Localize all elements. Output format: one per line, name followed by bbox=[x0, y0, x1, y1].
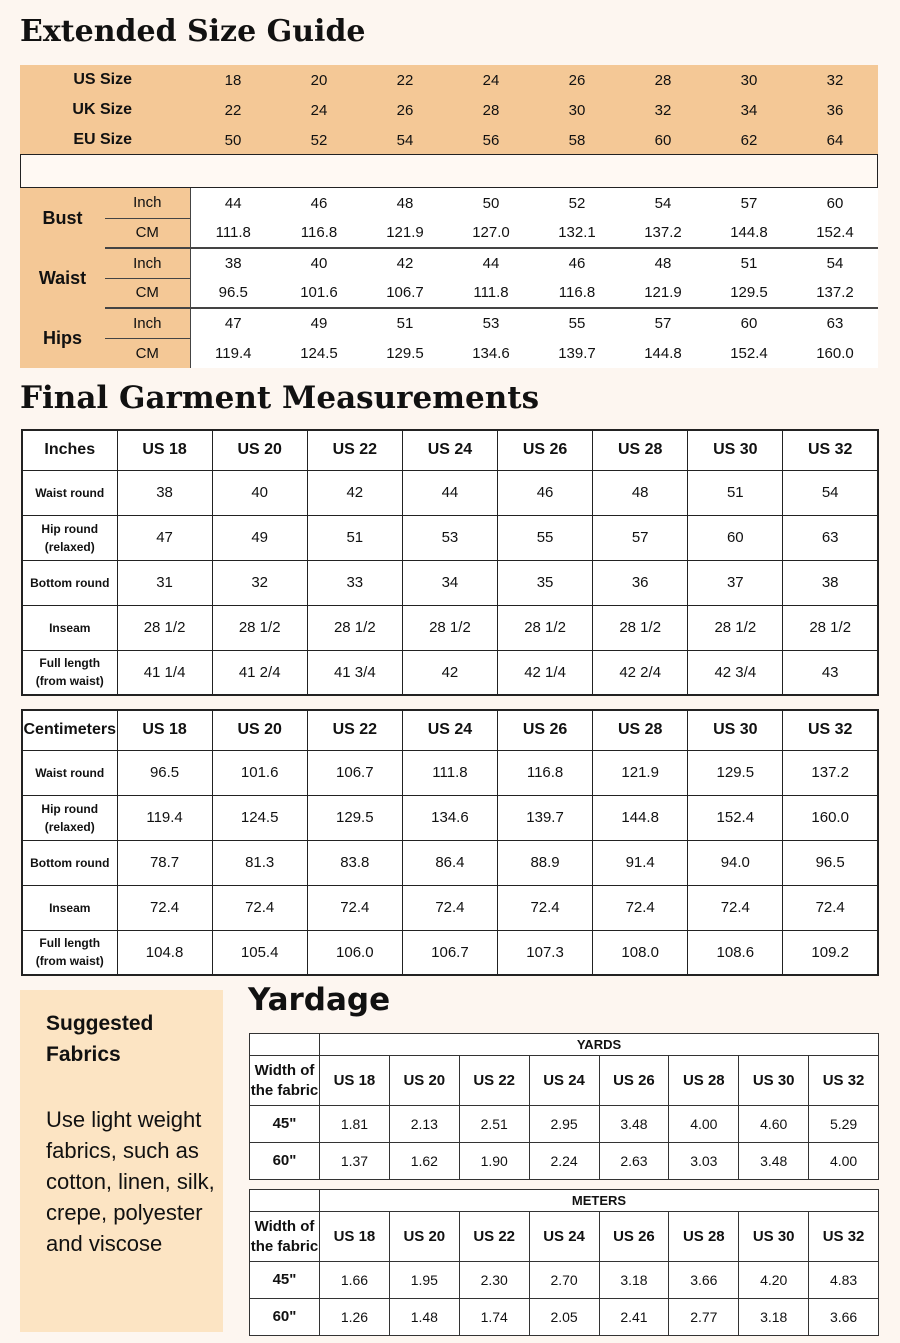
measurement-value: 127.0 bbox=[448, 218, 534, 248]
table-row bbox=[22, 840, 878, 885]
measurement-value: 121.9 bbox=[362, 218, 448, 248]
table-cell: 41 3/4 bbox=[307, 650, 402, 695]
table-cell: 72.4 bbox=[593, 885, 688, 930]
table-cell: 129.5 bbox=[688, 750, 783, 795]
measurement-value: 40 bbox=[276, 248, 362, 278]
table-cell: 42 bbox=[402, 650, 497, 695]
table-cell: 107.3 bbox=[498, 930, 593, 975]
measurement-value: 101.6 bbox=[276, 278, 362, 308]
measurement-value: 51 bbox=[706, 248, 792, 278]
table-cell: 101.6 bbox=[212, 750, 307, 795]
row-label: Bottom round bbox=[22, 840, 117, 885]
final-garment-measurements-title: Final Garment Measurements bbox=[20, 380, 540, 416]
table-cell: 5.29 bbox=[809, 1106, 879, 1143]
column-header: US 22 bbox=[307, 710, 402, 750]
measurement-value: 49 bbox=[276, 308, 362, 338]
table-cell: 1.48 bbox=[389, 1299, 459, 1336]
table-cell: 1.81 bbox=[320, 1106, 390, 1143]
measurement-value: 52 bbox=[534, 188, 620, 218]
garment-centimeters-table bbox=[21, 709, 879, 976]
table-cell: 28 1/2 bbox=[402, 605, 497, 650]
unit-label: Inch bbox=[105, 308, 190, 338]
table-cell: 104.8 bbox=[117, 930, 212, 975]
table-corner-label: Centimeters bbox=[22, 710, 117, 750]
measurement-value: 116.8 bbox=[276, 218, 362, 248]
measurement-value: 139.7 bbox=[534, 338, 620, 368]
measurement-value: 55 bbox=[534, 308, 620, 338]
table-cell: 124.5 bbox=[212, 795, 307, 840]
table-header-row bbox=[250, 1056, 879, 1106]
size-value: 24 bbox=[482, 71, 500, 89]
suggested-fabrics-title: Suggested Fabrics bbox=[46, 1012, 154, 1066]
table-cell: 42 2/4 bbox=[593, 650, 688, 695]
column-header: US 28 bbox=[669, 1212, 739, 1262]
size-value: 36 bbox=[826, 101, 844, 119]
measurement-value: 44 bbox=[448, 248, 534, 278]
size-system-label: UK Size bbox=[72, 101, 132, 118]
measurement-value: 42 bbox=[362, 248, 448, 278]
table-cell: 106.0 bbox=[307, 930, 402, 975]
measurement-value: 116.8 bbox=[534, 278, 620, 308]
table-cell: 137.2 bbox=[783, 750, 878, 795]
size-value: 56 bbox=[482, 131, 500, 149]
table-cell: 2.95 bbox=[529, 1106, 599, 1143]
yardage-meters-table bbox=[249, 1189, 879, 1336]
column-header: US 26 bbox=[599, 1056, 669, 1106]
column-header: US 20 bbox=[389, 1212, 459, 1262]
column-header: US 22 bbox=[459, 1056, 529, 1106]
measurement-value: 152.4 bbox=[792, 218, 878, 248]
measurement-value: 152.4 bbox=[706, 338, 792, 368]
table-cell: 2.24 bbox=[529, 1143, 599, 1180]
extended-size-guide-title: Extended Size Guide bbox=[20, 14, 366, 49]
table-cell: 96.5 bbox=[783, 840, 878, 885]
size-value: 18 bbox=[224, 71, 242, 89]
measurement-value: 119.4 bbox=[190, 338, 276, 368]
measurement-value: 106.7 bbox=[362, 278, 448, 308]
column-header: US 32 bbox=[783, 430, 878, 470]
measurement-value: 60 bbox=[706, 308, 792, 338]
measurement-name: Waist bbox=[20, 248, 105, 308]
size-value: 20 bbox=[310, 71, 328, 89]
table-cell: 106.7 bbox=[307, 750, 402, 795]
table-row bbox=[20, 278, 878, 308]
table-cell: 44 bbox=[402, 470, 497, 515]
column-header: US 20 bbox=[212, 710, 307, 750]
table-cell: 2.41 bbox=[599, 1299, 669, 1336]
table-cell: 2.77 bbox=[669, 1299, 739, 1336]
table-cell: 72.4 bbox=[212, 885, 307, 930]
yardage-yards-table bbox=[249, 1033, 879, 1180]
column-header: US 24 bbox=[402, 710, 497, 750]
table-row bbox=[20, 338, 878, 368]
table-corner-label: Width of the fabric bbox=[250, 1212, 320, 1262]
table-cell: 111.8 bbox=[402, 750, 497, 795]
table-row bbox=[20, 248, 878, 278]
table-caption: YARDS bbox=[320, 1034, 879, 1056]
table-row bbox=[20, 65, 878, 95]
size-value: 60 bbox=[654, 131, 672, 149]
table-cell: 1.62 bbox=[389, 1143, 459, 1180]
measurement-value: 53 bbox=[448, 308, 534, 338]
table-cell: 41 2/4 bbox=[212, 650, 307, 695]
table-cell: 106.7 bbox=[402, 930, 497, 975]
size-value: 62 bbox=[740, 131, 758, 149]
table-cell: 88.9 bbox=[498, 840, 593, 885]
size-system-label: US Size bbox=[73, 71, 132, 88]
table-cell: 72.4 bbox=[117, 885, 212, 930]
table-caption-row bbox=[250, 1034, 879, 1056]
garment-inches-table bbox=[21, 429, 879, 696]
table-cell: 28 1/2 bbox=[783, 605, 878, 650]
table-cell: 3.48 bbox=[739, 1143, 809, 1180]
table-header-row bbox=[22, 430, 878, 470]
size-value: 28 bbox=[482, 101, 500, 119]
unit-label: CM bbox=[105, 338, 190, 368]
table-cell: 78.7 bbox=[117, 840, 212, 885]
table-cell: 3.48 bbox=[599, 1106, 669, 1143]
table-cell: 57 bbox=[593, 515, 688, 560]
table-row bbox=[250, 1262, 879, 1299]
size-value: 32 bbox=[654, 101, 672, 119]
table-cell: 109.2 bbox=[783, 930, 878, 975]
measurement-value: 57 bbox=[620, 308, 706, 338]
table-cell: 1.74 bbox=[459, 1299, 529, 1336]
size-value: 24 bbox=[310, 101, 328, 119]
table-cell: 1.66 bbox=[320, 1262, 390, 1299]
measurement-name: Bust bbox=[20, 188, 105, 248]
table-cell: 144.8 bbox=[593, 795, 688, 840]
table-cell: 3.18 bbox=[739, 1299, 809, 1336]
table-cell: 116.8 bbox=[498, 750, 593, 795]
table-cell: 4.00 bbox=[809, 1143, 879, 1180]
measurement-value: 46 bbox=[276, 188, 362, 218]
table-cell: 72.4 bbox=[402, 885, 497, 930]
table-cell: 2.13 bbox=[389, 1106, 459, 1143]
table-cell: 129.5 bbox=[307, 795, 402, 840]
table-cell: 2.30 bbox=[459, 1262, 529, 1299]
column-header: US 22 bbox=[307, 430, 402, 470]
table-row bbox=[250, 1106, 879, 1143]
table-cell: 3.66 bbox=[809, 1299, 879, 1336]
table-cell: 160.0 bbox=[783, 795, 878, 840]
table-corner-label: Inches bbox=[22, 430, 117, 470]
column-header: US 32 bbox=[809, 1212, 879, 1262]
size-value: 32 bbox=[826, 71, 844, 89]
column-header: US 30 bbox=[688, 430, 783, 470]
table-row bbox=[22, 930, 878, 975]
table-cell: 3.18 bbox=[599, 1262, 669, 1299]
size-value: 22 bbox=[396, 71, 414, 89]
measurement-value: 96.5 bbox=[190, 278, 276, 308]
row-label: 45" bbox=[250, 1262, 320, 1299]
column-header: US 20 bbox=[389, 1056, 459, 1106]
row-label: Waist round bbox=[22, 750, 117, 795]
table-cell: 139.7 bbox=[498, 795, 593, 840]
table-cell: 83.8 bbox=[307, 840, 402, 885]
table-row bbox=[20, 308, 878, 338]
unit-label: Inch bbox=[105, 188, 190, 218]
table-cell: 72.4 bbox=[498, 885, 593, 930]
size-value: 50 bbox=[224, 131, 242, 149]
row-label: Inseam bbox=[22, 885, 117, 930]
row-label: Waist round bbox=[22, 470, 117, 515]
column-header: US 32 bbox=[783, 710, 878, 750]
table-spacer bbox=[20, 154, 878, 188]
table-cell: 3.03 bbox=[669, 1143, 739, 1180]
table-cell: 86.4 bbox=[402, 840, 497, 885]
measurement-name: Hips bbox=[20, 308, 105, 368]
table-caption: METERS bbox=[320, 1190, 879, 1212]
table-row bbox=[20, 95, 878, 125]
table-cell: 42 3/4 bbox=[688, 650, 783, 695]
measurement-value: 57 bbox=[706, 188, 792, 218]
size-value: 28 bbox=[654, 71, 672, 89]
table-cell: 121.9 bbox=[593, 750, 688, 795]
table-cell: 48 bbox=[593, 470, 688, 515]
table-cell: 96.5 bbox=[117, 750, 212, 795]
body-measurements-table bbox=[20, 188, 878, 368]
table-cell: 28 1/2 bbox=[593, 605, 688, 650]
table-cell: 1.37 bbox=[320, 1143, 390, 1180]
measurement-value: 111.8 bbox=[190, 218, 276, 248]
unit-label: CM bbox=[105, 218, 190, 248]
table-cell: 72.4 bbox=[783, 885, 878, 930]
table-header-row bbox=[22, 710, 878, 750]
table-row bbox=[20, 125, 878, 155]
column-header: US 30 bbox=[688, 710, 783, 750]
measurement-value: 137.2 bbox=[792, 278, 878, 308]
table-row bbox=[250, 1299, 879, 1336]
size-value: 34 bbox=[740, 101, 758, 119]
table-row bbox=[22, 795, 878, 840]
table-cell: 40 bbox=[212, 470, 307, 515]
table-cell: 108.6 bbox=[688, 930, 783, 975]
table-cell: 37 bbox=[688, 560, 783, 605]
measurement-value: 48 bbox=[620, 248, 706, 278]
table-cell: 38 bbox=[783, 560, 878, 605]
table-cell: 2.70 bbox=[529, 1262, 599, 1299]
table-cell: 53 bbox=[402, 515, 497, 560]
table-cell: 47 bbox=[117, 515, 212, 560]
table-cell: 2.63 bbox=[599, 1143, 669, 1180]
column-header: US 18 bbox=[117, 710, 212, 750]
table-cell: 108.0 bbox=[593, 930, 688, 975]
size-value: 54 bbox=[396, 131, 414, 149]
column-header: US 24 bbox=[529, 1056, 599, 1106]
measurement-value: 121.9 bbox=[620, 278, 706, 308]
measurement-value: 129.5 bbox=[706, 278, 792, 308]
table-cell: 134.6 bbox=[402, 795, 497, 840]
column-header: US 28 bbox=[593, 710, 688, 750]
table-cell: 42 bbox=[307, 470, 402, 515]
size-value: 26 bbox=[568, 71, 586, 89]
table-cell: 33 bbox=[307, 560, 402, 605]
table-row bbox=[22, 750, 878, 795]
table-cell: 54 bbox=[783, 470, 878, 515]
column-header: US 18 bbox=[320, 1056, 390, 1106]
table-cell: 49 bbox=[212, 515, 307, 560]
table-cell: 55 bbox=[498, 515, 593, 560]
table-cell: 4.60 bbox=[739, 1106, 809, 1143]
table-cell: 31 bbox=[117, 560, 212, 605]
table-cell: 3.66 bbox=[669, 1262, 739, 1299]
column-header: US 24 bbox=[402, 430, 497, 470]
table-cell: 1.90 bbox=[459, 1143, 529, 1180]
column-header: US 26 bbox=[498, 430, 593, 470]
measurement-value: 38 bbox=[190, 248, 276, 278]
table-cell: 4.83 bbox=[809, 1262, 879, 1299]
table-cell: 4.20 bbox=[739, 1262, 809, 1299]
table-corner-label: Width of the fabric bbox=[250, 1056, 320, 1106]
measurement-value: 111.8 bbox=[448, 278, 534, 308]
size-value: 58 bbox=[568, 131, 586, 149]
column-header: US 18 bbox=[320, 1212, 390, 1262]
table-cell: 1.26 bbox=[320, 1299, 390, 1336]
table-row bbox=[22, 515, 878, 560]
empty-cell bbox=[250, 1190, 320, 1212]
measurement-value: 63 bbox=[792, 308, 878, 338]
measurement-value: 160.0 bbox=[792, 338, 878, 368]
measurement-value: 44 bbox=[190, 188, 276, 218]
row-label: Hip round (relaxed) bbox=[22, 795, 117, 840]
table-cell: 105.4 bbox=[212, 930, 307, 975]
column-header: US 18 bbox=[117, 430, 212, 470]
size-value: 30 bbox=[568, 101, 586, 119]
column-header: US 30 bbox=[739, 1056, 809, 1106]
row-label: Hip round (relaxed) bbox=[22, 515, 117, 560]
table-cell: 34 bbox=[402, 560, 497, 605]
measurement-value: 47 bbox=[190, 308, 276, 338]
table-cell: 43 bbox=[783, 650, 878, 695]
column-header: US 20 bbox=[212, 430, 307, 470]
table-cell: 72.4 bbox=[688, 885, 783, 930]
table-cell: 42 1/4 bbox=[498, 650, 593, 695]
unit-label: Inch bbox=[105, 248, 190, 278]
size-conversion-table bbox=[20, 65, 878, 155]
table-cell: 36 bbox=[593, 560, 688, 605]
table-cell: 4.00 bbox=[669, 1106, 739, 1143]
column-header: US 28 bbox=[593, 430, 688, 470]
table-row bbox=[20, 188, 878, 218]
table-row bbox=[22, 650, 878, 695]
table-cell: 28 1/2 bbox=[498, 605, 593, 650]
measurement-value: 54 bbox=[620, 188, 706, 218]
column-header: US 26 bbox=[498, 710, 593, 750]
measurement-value: 51 bbox=[362, 308, 448, 338]
table-cell: 28 1/2 bbox=[212, 605, 307, 650]
table-row bbox=[20, 218, 878, 248]
table-cell: 41 1/4 bbox=[117, 650, 212, 695]
table-row bbox=[250, 1143, 879, 1180]
size-value: 52 bbox=[310, 131, 328, 149]
row-label: Full length (from waist) bbox=[22, 930, 117, 975]
measurement-value: 144.8 bbox=[620, 338, 706, 368]
suggested-fabrics-panel bbox=[20, 990, 223, 1332]
size-value: 30 bbox=[740, 71, 758, 89]
suggested-fabrics-text: Use light weight fabrics, such as cotton, linen, silk, crepe, polyester and viscose bbox=[46, 1107, 215, 1256]
table-cell: 51 bbox=[688, 470, 783, 515]
measurement-value: 50 bbox=[448, 188, 534, 218]
table-cell: 60 bbox=[688, 515, 783, 560]
table-cell: 51 bbox=[307, 515, 402, 560]
row-label: Full length (from waist) bbox=[22, 650, 117, 695]
size-system-label: EU Size bbox=[73, 131, 132, 148]
table-cell: 72.4 bbox=[307, 885, 402, 930]
measurement-value: 48 bbox=[362, 188, 448, 218]
size-value: 22 bbox=[224, 101, 242, 119]
table-cell: 46 bbox=[498, 470, 593, 515]
measurement-value: 60 bbox=[792, 188, 878, 218]
size-value: 64 bbox=[826, 131, 844, 149]
row-label: Inseam bbox=[22, 605, 117, 650]
table-header-row bbox=[250, 1212, 879, 1262]
table-cell: 152.4 bbox=[688, 795, 783, 840]
table-cell: 38 bbox=[117, 470, 212, 515]
column-header: US 22 bbox=[459, 1212, 529, 1262]
table-cell: 94.0 bbox=[688, 840, 783, 885]
table-cell: 91.4 bbox=[593, 840, 688, 885]
table-cell: 1.95 bbox=[389, 1262, 459, 1299]
unit-label: CM bbox=[105, 278, 190, 308]
table-cell: 35 bbox=[498, 560, 593, 605]
column-header: US 28 bbox=[669, 1056, 739, 1106]
measurement-value: 134.6 bbox=[448, 338, 534, 368]
measurement-value: 124.5 bbox=[276, 338, 362, 368]
table-cell: 28 1/2 bbox=[688, 605, 783, 650]
measurement-value: 54 bbox=[792, 248, 878, 278]
column-header: US 24 bbox=[529, 1212, 599, 1262]
table-caption-row bbox=[250, 1190, 879, 1212]
row-label: 60" bbox=[250, 1299, 320, 1336]
table-row bbox=[22, 605, 878, 650]
row-label: 60" bbox=[250, 1143, 320, 1180]
column-header: US 30 bbox=[739, 1212, 809, 1262]
table-row bbox=[22, 885, 878, 930]
table-cell: 2.51 bbox=[459, 1106, 529, 1143]
table-cell: 2.05 bbox=[529, 1299, 599, 1336]
measurement-value: 129.5 bbox=[362, 338, 448, 368]
table-cell: 32 bbox=[212, 560, 307, 605]
measurement-value: 144.8 bbox=[706, 218, 792, 248]
column-header: US 26 bbox=[599, 1212, 669, 1262]
row-label: 45" bbox=[250, 1106, 320, 1143]
table-cell: 81.3 bbox=[212, 840, 307, 885]
size-value: 26 bbox=[396, 101, 414, 119]
table-row bbox=[22, 560, 878, 605]
table-cell: 119.4 bbox=[117, 795, 212, 840]
table-cell: 28 1/2 bbox=[307, 605, 402, 650]
table-cell: 28 1/2 bbox=[117, 605, 212, 650]
measurement-value: 137.2 bbox=[620, 218, 706, 248]
table-cell: 63 bbox=[783, 515, 878, 560]
measurement-value: 132.1 bbox=[534, 218, 620, 248]
column-header: US 32 bbox=[809, 1056, 879, 1106]
table-row bbox=[22, 470, 878, 515]
measurement-value: 46 bbox=[534, 248, 620, 278]
row-label: Bottom round bbox=[22, 560, 117, 605]
yardage-title: Yardage bbox=[248, 982, 391, 1018]
empty-cell bbox=[250, 1034, 320, 1056]
